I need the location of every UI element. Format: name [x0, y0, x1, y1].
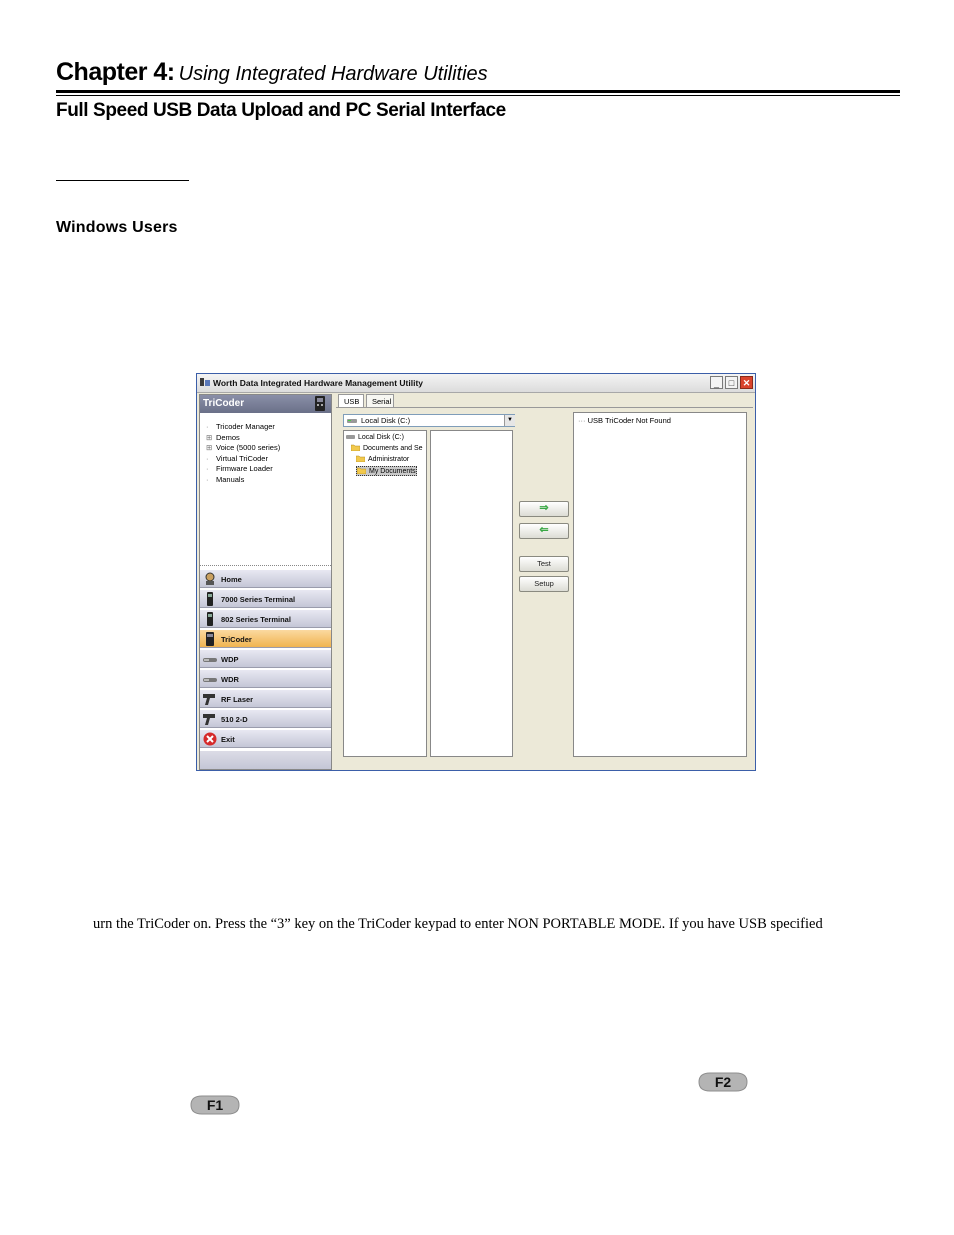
subsection-title: Windows Users: [56, 219, 178, 236]
folder-item[interactable]: [356, 455, 409, 463]
expand-icon[interactable]: ⊞: [206, 443, 213, 453]
folder-item-label: Documents and Se: [363, 445, 423, 452]
nav-item-label: WDP: [221, 655, 239, 664]
f2-key-icon: [696, 1071, 750, 1093]
chapter-title: [56, 58, 488, 87]
tricoder-icon: [314, 396, 326, 411]
scanner-gun-icon: [203, 692, 217, 706]
close-button[interactable]: ✕: [740, 376, 753, 389]
tree-item-label: Firmware Loader: [216, 464, 273, 474]
usb-status: ··· USB TriCoder Not Found: [578, 416, 671, 425]
folder-icon: [357, 467, 366, 474]
folder-item[interactable]: [356, 466, 417, 476]
tree-item[interactable]: [206, 422, 275, 431]
nav-item-7000-series-terminal[interactable]: [200, 589, 331, 608]
folder-tree-pane[interactable]: [343, 430, 427, 757]
usb-device-pane[interactable]: [573, 412, 747, 757]
home-icon: [203, 572, 217, 586]
nav-item-510-2-d[interactable]: [200, 709, 331, 728]
tree-item[interactable]: [206, 454, 268, 463]
tree-item-label: Virtual TriCoder: [216, 453, 268, 463]
tree-item-label: Voice (5000 series): [216, 443, 281, 453]
chapter-subtitle: Using Integrated Hardware Utilities: [178, 63, 488, 85]
folder-icon: [356, 455, 365, 462]
short-rule: [56, 180, 189, 181]
drive-select-value: Local Disk (C:): [361, 416, 411, 425]
drive-icon: [346, 433, 355, 440]
section-title: Full Speed USB Data Upload and PC Serial Interface: [56, 100, 506, 121]
terminal-icon: [203, 592, 217, 606]
tree-item-label: Manuals: [216, 475, 245, 484]
folder-item-label: Local Disk (C:): [358, 434, 404, 441]
left-panel: [199, 394, 332, 770]
f1-key-icon: [188, 1094, 242, 1116]
tree-item[interactable]: [206, 464, 273, 473]
folder-item[interactable]: [346, 433, 404, 441]
expand-icon[interactable]: ⊞: [206, 432, 213, 442]
tricoder-icon: [203, 632, 217, 646]
window-titlebar[interactable]: [197, 374, 755, 393]
nav-bottom-bar: [200, 751, 331, 769]
tree-item[interactable]: [206, 475, 244, 484]
tab-usb[interactable]: USB: [338, 394, 364, 408]
nav-item-home[interactable]: [200, 569, 331, 588]
app-window-screenshot: [196, 373, 756, 771]
folder-item-label: My Documents: [369, 468, 416, 475]
header-rule-thick: [56, 90, 900, 93]
nav-item-exit[interactable]: [200, 729, 331, 748]
nav-item-label: WDR: [221, 675, 239, 684]
tree-branch-icon: ·: [206, 475, 209, 484]
nav-item-rf-laser[interactable]: [200, 689, 331, 708]
exit-icon: [203, 732, 217, 746]
nav-item-label: Home: [221, 575, 242, 584]
nav-item-label: 510 2-D: [221, 715, 248, 724]
tree-item-label: Tricoder Manager: [216, 422, 275, 431]
tree-item-label: Demos: [216, 432, 240, 442]
file-list-pane[interactable]: [430, 430, 513, 757]
chevron-down-icon[interactable]: ▼: [504, 415, 515, 426]
instruction-text: urn the TriCoder on. Press the “3” key on the TriCoder keypad to enter NON PORTABLE MODE. If you have USB specified: [93, 916, 823, 932]
minimize-button[interactable]: _: [710, 376, 723, 389]
f1-key-label: F1: [206, 1097, 224, 1113]
folder-icon: [351, 444, 360, 451]
tree-branch-icon: ·: [206, 464, 209, 474]
folder-item[interactable]: [351, 444, 423, 452]
folder-item-label: Administrator: [368, 456, 410, 463]
terminal-icon: [203, 612, 217, 626]
nav-item-802-series-terminal[interactable]: [200, 609, 331, 628]
window-title: Worth Data Integrated Hardware Management Utility: [213, 378, 424, 388]
download-button[interactable]: [519, 523, 569, 539]
tab-serial[interactable]: Serial: [366, 394, 394, 408]
maximize-button[interactable]: □: [725, 376, 738, 389]
nav-item-label: Exit: [221, 735, 235, 744]
nav-item-label: 7000 Series Terminal: [221, 595, 296, 604]
tree-item[interactable]: [206, 433, 240, 442]
tree-branch-icon: ·: [206, 422, 209, 431]
drive-select[interactable]: [343, 414, 515, 427]
upload-button[interactable]: [519, 501, 569, 517]
arrow-left-icon: ⇐: [539, 524, 549, 536]
nav-item-wdr[interactable]: [200, 669, 331, 688]
usb-status-text: USB TriCoder Not Found: [587, 416, 671, 425]
drive-icon: [347, 418, 357, 424]
nav-item-tricoder[interactable]: [200, 629, 331, 648]
nav-item-label: 802 Series Terminal: [221, 615, 291, 624]
f2-key-label: F2: [714, 1074, 732, 1090]
left-panel-header: [200, 395, 331, 413]
tree-branch-icon: ·: [206, 453, 209, 463]
app-icon: [200, 377, 210, 387]
scanner-gun-icon: [203, 712, 217, 726]
left-panel-title: TriCoder: [203, 398, 245, 409]
arrow-right-icon: ⇒: [539, 502, 549, 514]
nav-item-label: TriCoder: [221, 635, 252, 644]
setup-button[interactable]: Setup: [519, 576, 569, 592]
chapter-number: Chapter 4:: [56, 58, 175, 86]
header-rule-thin: [56, 95, 900, 96]
test-button[interactable]: Test: [519, 556, 569, 572]
nav-item-label: RF Laser: [221, 695, 254, 704]
tree-item[interactable]: [206, 443, 280, 452]
nav-item-wdp[interactable]: [200, 649, 331, 668]
reader-icon: [203, 652, 217, 666]
reader-icon: [203, 672, 217, 686]
